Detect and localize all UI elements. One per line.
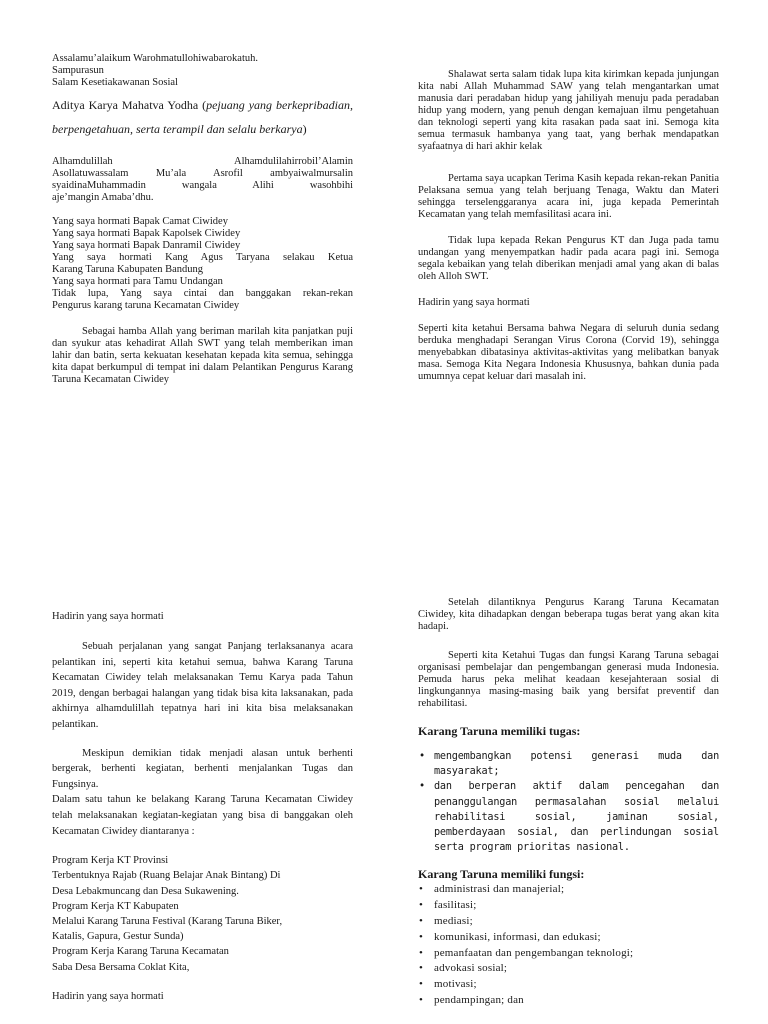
fungsi-item: • administrasi dan manajerial; (418, 882, 719, 898)
program-line: Program Kerja Karang Taruna Kecamatan (52, 946, 229, 958)
honored-line: Karang Taruna Kabupaten Bandung (52, 264, 203, 275)
alhamdulillah-block (52, 156, 353, 204)
alhamdulillah-line: aje’mangin Amaba’dhu. (52, 192, 154, 203)
alhamdulillah-line: syaidinaMuhammadin wangala Alihi wasohbihi (52, 180, 353, 191)
program-list (52, 853, 353, 975)
greeting-line: Sampurasun (52, 65, 104, 76)
paragraph-perjalanan: Sebuah perjalanan yang sangat Panjang terlaksananya acara pelantikan ini, seperti kita ketahui semua, bahwa Karang Taruna Kecamatan Ciwidey telah melaksanakan Temu Karya pada Tahun 2019, dengan berbagai halangan yang tidak bisa kita laksanakan, pada akhirnya alhamdulillah tepatnya hari ini kita bisa melaksanakan pelantikan. (52, 641, 353, 730)
fungsi-item: • advokasi sosial; (418, 961, 719, 977)
bullet-icon: • (419, 978, 424, 991)
bullet-icon: • (419, 930, 424, 943)
honored-line: Pengurus karang taruna Kecamatan Ciwidey (52, 300, 240, 311)
greeting-line: Salam Kesetiakawanan Sosial (52, 77, 178, 88)
tugas-list (418, 749, 719, 855)
intro-name: Aditya Karya Mahatva Yodha ( (52, 98, 207, 112)
program-line: Katalis, Gapura, Gestur Sunda) (52, 931, 184, 943)
hadirin-heading: Hadirin yang saya hormati (418, 297, 530, 308)
intro-close: ) (302, 122, 307, 136)
paragraph-meskipun: Meskipun demikian tidak menjadi alasan untuk berhenti bergerak, berhenti kegiatan, berhenti menjalankan Tugas dan Fungsinya. (52, 747, 353, 790)
program-line: Program Kerja KT Kabupaten (52, 900, 179, 912)
hadirin-heading: Hadirin yang saya hormati (52, 990, 164, 1002)
honored-line: Yang saya hormati Bapak Kapolsek Ciwidey (52, 228, 241, 239)
paragraph-tugas-fungsi: Seperti kita Ketahui Tugas dan fungsi Karang Taruna sebagai organisasi pembelajar dan pengembangan generasi muda Indonesia. Pemuda harus peka melihat keadaan kesejahteraan sosial di lingkungannya masing-masing baik yang bersifat preventif dan rehabilitasi. (418, 650, 719, 709)
program-line: Desa Lebakmuncang dan Desa Sukawening. (52, 885, 239, 897)
paragraph-terima-kasih: Pertama saya ucapkan Terima Kasih kepada rekan-rekan Panitia Pelaksana semua yang telah berjuang Tenaga, Waktu dan Materi sehingga terselenggaranya acara ini, juga kepada Pemerintah Kecamatan yang telah memfasilitasi acara ini. (418, 173, 719, 220)
paragraph-hamba: Sebagai hamba Allah yang beriman marilah kita panjatkan puji dan syukur atas kehadirat Allah SWT yang telah memberikan iman lahir dan batin, serta kekuatan kesehatan kepada kita semua, sehingga kita dapat berkumpul di tempat ini dalam Pelantikan Pengurus Karang Taruna Kecamatan Ciwidey (52, 326, 353, 385)
bullet-icon: • (419, 994, 424, 1006)
tugas-item: • dan berperan aktif dalam pencegahan dan penanggulangan permasalahan sosial melalui rehabilitasi sosial, jaminan sosial, pemberdayaan sosial, dan perlindungan sosial serta program prioritas nasional. (419, 781, 719, 854)
intro-paragraph (52, 93, 353, 141)
program-line: Saba Desa Bersama Coklat Kita, (52, 961, 190, 973)
alhamdulillah-line: Asollatuwassalam Mu’ala Asrofil ambyaiwalmursalin (52, 168, 353, 179)
bullet-icon: • (419, 751, 425, 762)
honored-line: Yang saya hormati Bapak Camat Ciwidey (52, 216, 228, 227)
program-line: Terbentuknya Rajab (Ruang Belajar Anak Bintang) Di (52, 870, 281, 882)
bullet-icon: • (419, 781, 425, 793)
bullet-icon: • (419, 962, 424, 975)
fungsi-heading: Karang Taruna memiliki fungsi: (418, 867, 585, 882)
program-line: Melalui Karang Taruna Festival (Karang Taruna Biker, (52, 915, 283, 927)
honored-line: Yang saya hormati para Tamu Undangan (52, 276, 223, 287)
fungsi-list (418, 882, 719, 1008)
top-left-column (52, 53, 353, 386)
hadirin-heading: Hadirin yang saya hormati (52, 611, 164, 622)
fungsi-item: • pendampingan; dan (418, 993, 719, 1009)
paragraph-shalawat: Shalawat serta salam tidak lupa kita kirimkan kepada junjungan kita nabi Allah Muhammad SAW yang telah mengantarkan umat manusia dari peradaban hidup yang jahiliyah menuju pada peradaban hidup yang modern, yang penuh dengan kemajuan ilmu pengetahuan dan teknologi seperti yang kita rasakan pada saat ini. Semoga kita semua termasuk hambanya yang taat, yang berhak mendapatkan syafaatnya di hari akhir kelak (418, 69, 719, 152)
intro-motto: pejuang yang berkepribadian, berpengetahuan, serta terampil dan selalu berkarya (52, 98, 353, 136)
bullet-icon: • (419, 899, 424, 912)
paragraph-rekan: Tidak lupa kepada Rekan Pengurus KT dan Juga pada tamu undangan yang menyempatkan hadir pada acara pagi ini. Semoga segala kebaikan yang telah diberikan menjadi amal yang akan di balas oleh Alloh SWT. (418, 235, 719, 282)
honored-line: Tidak lupa, Yang saya cintai dan banggakan rekan-rekan (52, 288, 353, 299)
fungsi-item: • pemanfaatan dan pengembangan teknologi; (418, 946, 719, 962)
tugas-heading: Karang Taruna memiliki tugas: (418, 724, 581, 738)
fungsi-item: • motivasi; (418, 977, 719, 993)
honored-block (52, 216, 353, 312)
bullet-icon: • (419, 883, 424, 896)
honored-line: Yang saya hormati Bapak Danramil Ciwidey (52, 240, 241, 251)
paragraph-satu-tahun: Dalam satu tahun ke belakang Karang Taruna Kecamatan Ciwidey telah melaksanakan kegiatan-kegiatan yang bisa di banggakan oleh Kecamatan Ciwidey diantaranya : (52, 794, 353, 837)
fungsi-item: • komunikasi, informasi, dan edukasi; (418, 930, 719, 946)
honored-line: Yang saya hormati Kang Agus Taryana selakau Ketua (52, 252, 353, 263)
top-right-column (418, 69, 719, 383)
bullet-icon: • (419, 946, 424, 959)
bullet-icon: • (419, 915, 424, 928)
tugas-item: • mengembangkan potensi generasi muda dan masyarakat; (419, 751, 719, 778)
greeting-line: Assalamu’alaikum Warohmatullohiwabarokatuh. (52, 53, 258, 64)
fungsi-item: • fasilitasi; (418, 898, 719, 914)
paragraph-setelah: Setelah dilantiknya Pengurus Karang Taruna Kecamatan Ciwidey, kita dihadapkan dengan beberapa tugas berat yang akan kita hadapi. (418, 597, 719, 632)
paragraph-corona: Seperti kita ketahui Bersama bahwa Negara di seluruh dunia sedang berduka menghadapi Serangan Virus Corona (Corvid 19), sehingga menyebabkan dibatasinya aktivitas-aktivitas yang melibatkan banyak masa. Semoga Kita Negara Indonesia Khususnya, bahkan dunia pada umumnya cepat keluar dari masalah ini. (418, 323, 719, 382)
bottom-left-column (52, 611, 353, 1003)
bottom-right-column (418, 597, 719, 1009)
alhamdulillah-line: Alhamdulillah Alhamdulilahirrobil’Alamin (52, 156, 353, 167)
program-line: Program Kerja KT Provinsi (52, 855, 169, 867)
fungsi-item: • mediasi; (418, 914, 719, 930)
